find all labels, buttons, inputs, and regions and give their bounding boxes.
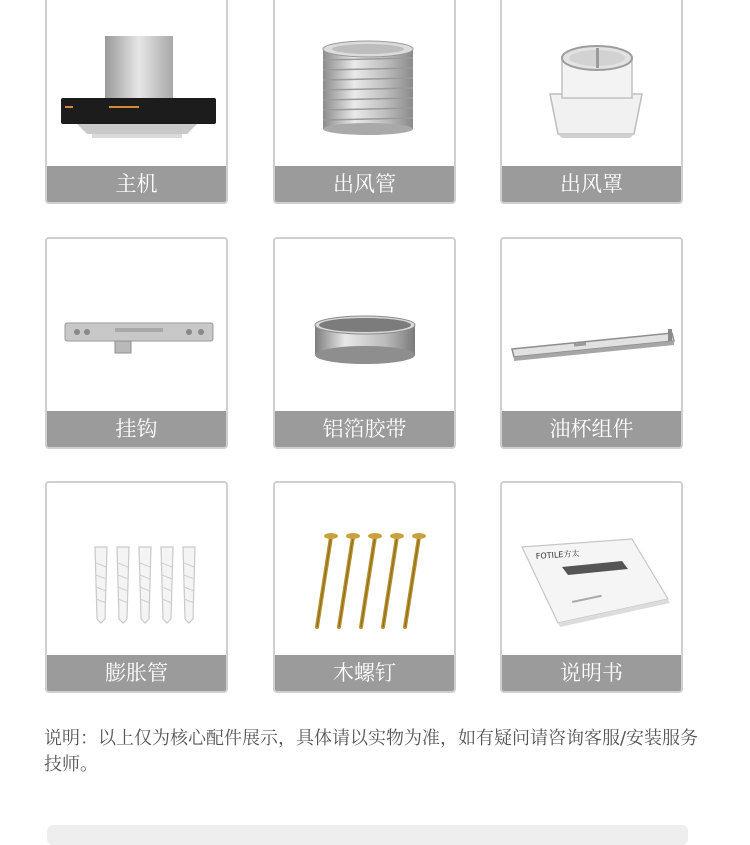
wood-screw-icon [275,483,454,655]
accessory-card-air-outlet-hood [500,0,683,204]
accessory-card-manual [500,481,683,693]
accessory-label: 出风管 [275,166,454,202]
oil-cup-icon [502,239,681,411]
manual-booklet-icon [502,483,681,655]
accessory-label: 木螺钉 [275,655,454,691]
accessory-note: 说明：以上仅为核心配件展示，具体请以实物为准，如有疑问请咨询客服/安装服务技师。 [44,728,699,775]
bottom-panel [47,825,688,845]
accessory-card-exhaust-duct [273,0,456,204]
accessory-label: 说明书 [502,655,681,691]
exhaust-duct-icon [275,0,454,166]
range-hood-icon [47,0,226,166]
accessory-label: 膨胀管 [47,655,226,691]
accessory-label: 出风罩 [502,166,681,202]
accessory-card-main-unit [45,0,228,204]
accessory-card-mounting-bracket [45,237,228,449]
aluminum-tape-icon [275,239,454,411]
accessory-label: 主机 [47,166,226,202]
mounting-bracket-icon [47,239,226,411]
accessory-card-expansion-anchor [45,481,228,693]
accessory-label: 油杯组件 [502,411,681,447]
accessory-card-aluminum-tape [273,237,456,449]
air-outlet-hood-icon [502,0,681,166]
expansion-anchor-icon [47,483,226,655]
manual-brand-logo: FOTILE方太 [535,548,580,561]
accessory-card-oil-cup [500,237,683,449]
accessory-label: 挂钩 [47,411,226,447]
accessory-label: 铝箔胶带 [275,411,454,447]
accessory-card-wood-screw [273,481,456,693]
